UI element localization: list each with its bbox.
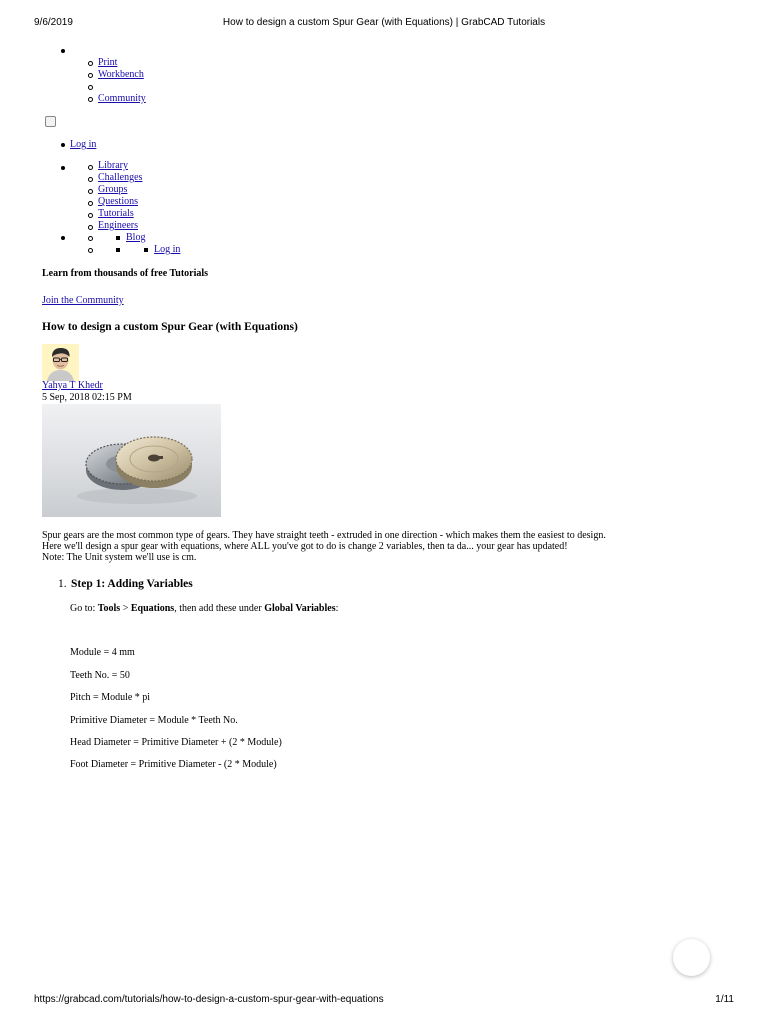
bullet-square-icon — [116, 248, 120, 252]
bullet-circle-icon — [88, 213, 93, 218]
nav-workbench-link[interactable]: Workbench — [98, 69, 144, 80]
variable-primitive-diameter: Primitive Diameter = Module * Teeth No. — [70, 715, 238, 726]
bullet-disc-icon — [61, 143, 65, 147]
print-date: 9/6/2019 — [34, 17, 73, 28]
bullet-circle-icon — [88, 248, 93, 253]
intro-line-2: Here we'll design a spur gear with equations, where ALL you've got to do is change 2 variables, then ta da... your gear has updated! — [42, 541, 568, 552]
bullet-circle-icon — [88, 165, 93, 170]
bullet-circle-icon — [88, 225, 93, 230]
nav-library-link[interactable]: Library — [98, 160, 128, 171]
bullet-disc-icon — [61, 236, 65, 240]
menu-toggle-checkbox[interactable] — [45, 116, 56, 127]
bullet-circle-icon — [88, 177, 93, 182]
nav-print-link[interactable]: Print — [98, 57, 118, 68]
bullet-circle-icon — [88, 85, 93, 90]
nav-challenges-link[interactable]: Challenges — [98, 172, 143, 183]
variable-teeth: Teeth No. = 50 — [70, 670, 130, 681]
nav-community-link[interactable]: Community — [98, 93, 146, 104]
nav-tutorials-link[interactable]: Tutorials — [98, 208, 134, 219]
nav-login-link[interactable]: Log in — [154, 244, 181, 255]
step-instructions — [70, 603, 338, 615]
variable-head-diameter: Head Diameter = Primitive Diameter + (2 * Module) — [70, 737, 282, 748]
variable-module: Module = 4 mm — [70, 647, 135, 658]
avatar-person-icon — [42, 344, 79, 381]
step-number: 1. — [58, 578, 67, 590]
author-link[interactable]: Yahya T Khedr — [42, 380, 103, 391]
bullet-circle-icon — [88, 236, 93, 241]
print-header — [34, 17, 734, 29]
bullet-square-icon — [116, 236, 120, 240]
bullet-circle-icon — [88, 97, 93, 102]
intro-note: Note: The Unit system we'll use is cm. — [42, 552, 197, 563]
print-page-number: 1/11 — [715, 994, 734, 1005]
spur-gear-illustration — [42, 404, 221, 517]
print-footer — [34, 994, 734, 1006]
nav-groups-link[interactable]: Groups — [98, 184, 128, 195]
login-link[interactable]: Log in — [70, 139, 97, 150]
print-url: https://grabcad.com/tutorials/how-to-design-a-custom-spur-gear-with-equations — [34, 994, 384, 1005]
variable-pitch: Pitch = Module * pi — [70, 692, 151, 703]
bullet-circle-icon — [88, 189, 93, 194]
bullet-circle-icon — [88, 201, 93, 206]
promo-heading: Learn from thousands of free Tutorials — [42, 268, 209, 279]
then-add-text: , then add these under — [174, 603, 265, 614]
tools-menu-text: Tools — [97, 603, 121, 614]
gear-render-image — [42, 404, 221, 517]
intro-line-1: Spur gears are the most common type of gears. They have straight teeth - extruded in one direction - which makes them the easiest to design. — [42, 530, 606, 541]
colon-text: : — [335, 603, 339, 614]
nav-engineers-link[interactable]: Engineers — [98, 220, 138, 231]
floating-action-button[interactable] — [673, 939, 710, 976]
equations-menu-text: Equations — [130, 603, 175, 614]
print-title: How to design a custom Spur Gear (with Equations) | GrabCAD Tutorials — [222, 17, 546, 28]
bullet-square-icon — [144, 248, 148, 252]
bullet-disc-icon — [61, 49, 65, 53]
menu-separator: > — [120, 603, 131, 614]
join-community-link[interactable]: Join the Community — [42, 295, 124, 306]
bullet-circle-icon — [88, 73, 93, 78]
author-avatar[interactable] — [42, 344, 79, 381]
article-date: 5 Sep, 2018 02:15 PM — [42, 392, 132, 403]
nav-questions-link[interactable]: Questions — [98, 196, 138, 207]
variable-foot-diameter: Foot Diameter = Primitive Diameter - (2 * Module) — [70, 759, 277, 770]
article-title: How to design a custom Spur Gear (with Equations) — [42, 321, 298, 333]
nav-blog-link[interactable]: Blog — [126, 232, 146, 243]
goto-text: Go to: — [70, 603, 98, 614]
bullet-circle-icon — [88, 61, 93, 66]
global-variables-text: Global Variables — [264, 603, 336, 614]
step-title: Step 1: Adding Variables — [71, 578, 193, 590]
bullet-disc-icon — [61, 166, 65, 170]
